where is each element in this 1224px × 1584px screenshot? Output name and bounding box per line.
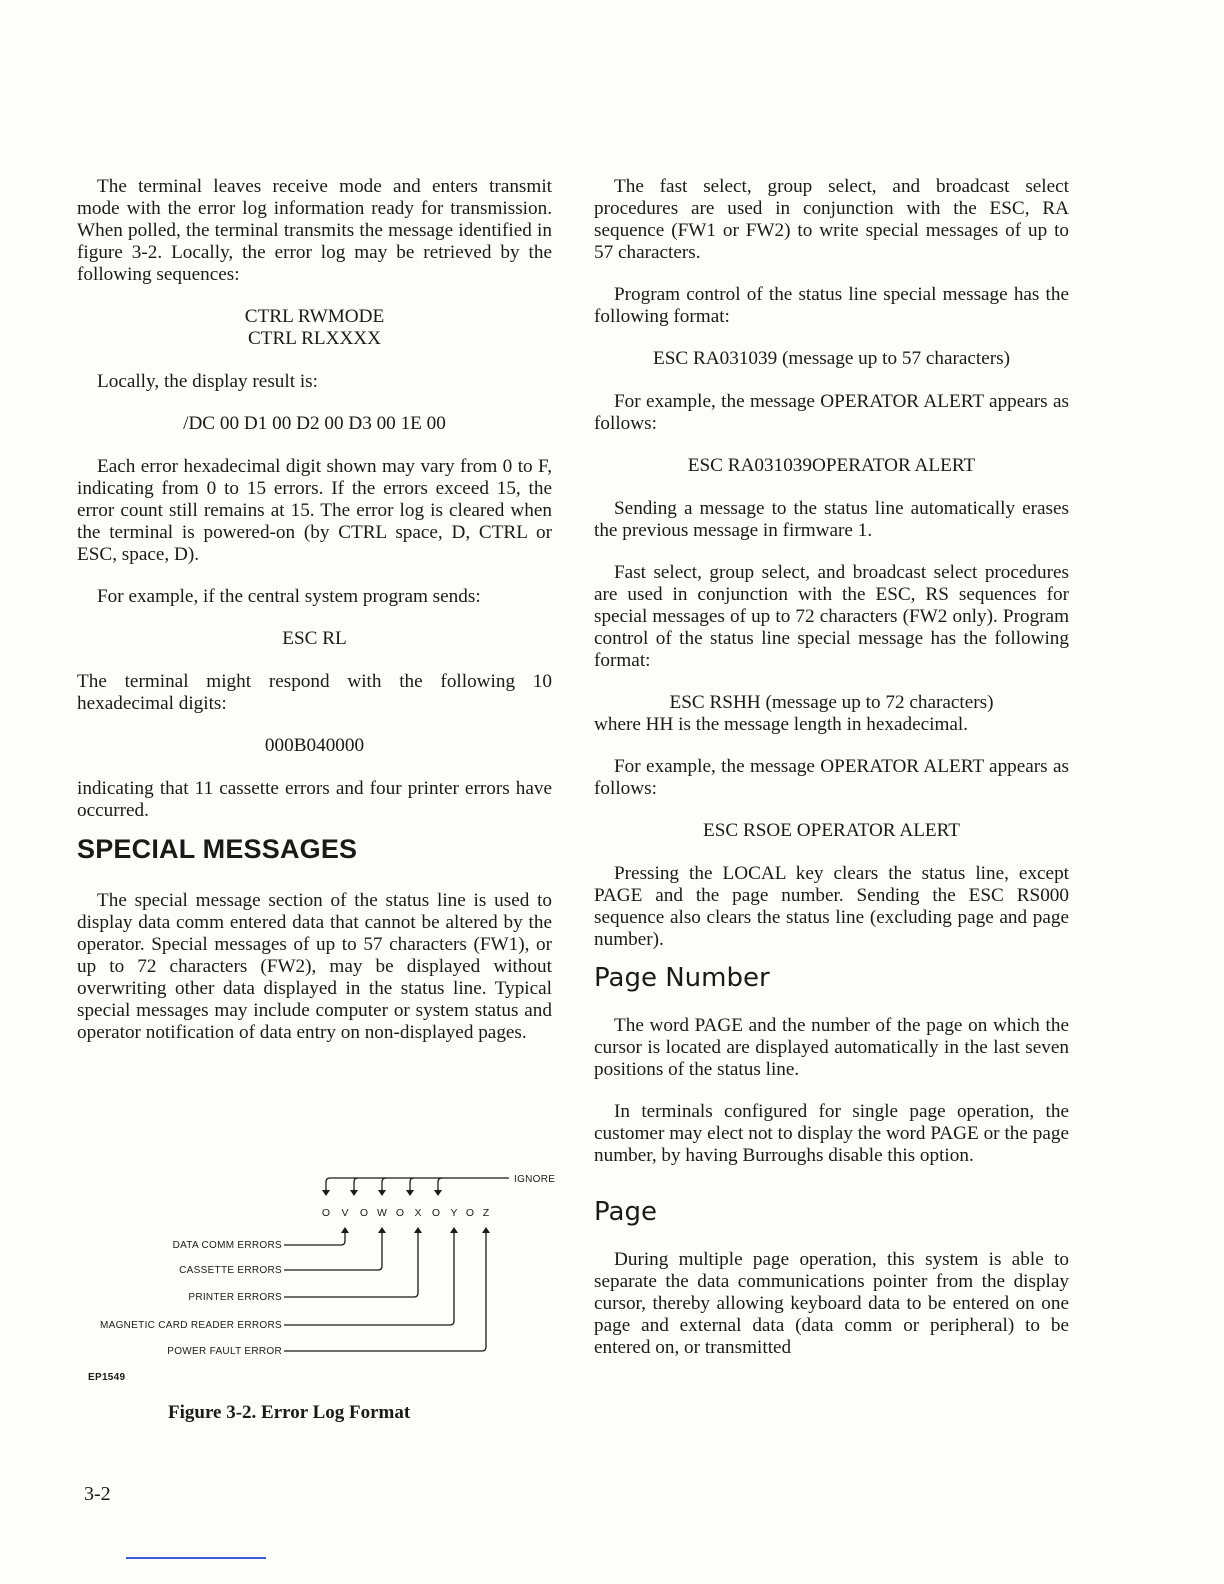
paragraph: The fast select, group select, and broadcast select procedures are used in conjunction with the ESC, RA sequence (FW1 or FW2) to write special messages of up to 57 characters. [594,176,1069,263]
paragraph: Each error hexadecimal digit shown may vary from 0 to F, indicating from 0 to 15 errors. If the errors exceed 15, the error count still remains at 15. The error log is cleared when the terminal is powered-on (by CTRL space, D, CTRL or ESC, space, D). [77,456,552,565]
paragraph: Locally, the display result is: [97,371,318,392]
data-comm-errors-label: DATA COMM ERRORS [172,1240,282,1251]
subsection-heading: Page Number [594,963,770,993]
magnetic-card-reader-errors-label: MAGNETIC CARD READER ERRORS [99,1320,282,1331]
subsection-heading: Page [594,1197,657,1227]
digit-o: O [321,1207,331,1219]
paragraph: indicating that 11 cassette errors and four printer errors have occurred. [77,778,552,821]
paragraph: For example, the message OPERATOR ALERT appears as follows: [594,391,1069,434]
bottom-rule [126,1557,266,1559]
section-heading: SPECIAL MESSAGES [77,834,358,864]
error-log-figure [84,1165,564,1435]
command-line: ESC RA031039 (message up to 57 characters) [652,348,1011,369]
digit-v: V [341,1207,349,1219]
left-column [77,176,552,1064]
digit-y: Y [450,1207,458,1219]
paragraph: Pressing the LOCAL key clears the status line, except PAGE and the page number. Sending the ESC RS000 sequence also clears the status line (excluding page and page number). [594,863,1069,950]
command-line: CTRL RLXXXX [247,328,382,349]
paragraph: The word PAGE and the number of the page on which the cursor is located are displayed automatically in the last seven positions of the status line. [594,1015,1069,1080]
cassette-errors-label: CASSETTE ERRORS [179,1265,282,1276]
paragraph: For example, if the central system program sends: [97,586,481,607]
command-line: CTRL RWMODE [244,306,385,327]
printer-errors-label: PRINTER ERRORS [188,1292,282,1303]
paragraph: During multiple page operation, this system is able to separate the data communications pointer from the display cursor, thereby allowing keyboard data to be entered on one page and external data (data comm or peripheral) to be entered on, or transmitted [594,1249,1069,1358]
command-line: /DC 00 D1 00 D2 00 D3 00 1E 00 [183,413,446,434]
paragraph: Fast select, group select, and broadcast select procedures are used in conjunction with the ESC, RS sequences for special messages of up to 72 characters (FW2 only). Program control of the status line special message has the following format: [594,562,1069,671]
ignore-label: IGNORE [514,1174,556,1185]
digit-o: O [359,1207,369,1219]
command-line: ESC RSHH (message up to 72 characters) [669,692,994,713]
right-column [594,176,1069,1379]
command-line: 000B040000 [264,735,365,756]
paragraph: For example, the message OPERATOR ALERT appears as follows: [594,756,1069,799]
digit-o: O [431,1207,441,1219]
page-number: 3-2 [84,1483,111,1505]
paragraph: Program control of the status line special message has the following format: [594,284,1069,327]
digit-w: W [377,1207,387,1219]
paragraph: The special message section of the status line is used to display data comm entered data that cannot be altered by the operator. Special messages of up to 57 characters (FW1), or up to 72 characters (FW2), may be displayed without overwriting other data displayed in the status line. Typical special messages may include computer or system status and operator notification of data entry on non-displayed pages. [77,890,552,1043]
digit-z: Z [482,1207,490,1219]
command-line: ESC RL [282,628,347,649]
paragraph: The terminal might respond with the following 10 hexadecimal digits: [77,671,552,714]
paragraph: where HH is the message length in hexadecimal. [594,714,969,735]
paragraph: In terminals configured for single page operation, the customer may elect not to display the word PAGE or the page number, by having Burroughs disable this option. [594,1101,1069,1166]
digit-o: O [395,1207,405,1219]
paragraph: The terminal leaves receive mode and enters transmit mode with the error log information ready for transmission. When polled, the terminal transmits the message identified in figure 3-2. Locally, the error log may be retrieved by the following sequences: [77,176,552,285]
digit-o: O [465,1207,475,1219]
error-log-diagram [84,1165,564,1395]
command-block [77,306,552,350]
command-line: ESC RSOE OPERATOR ALERT [702,820,961,841]
digit-x: X [414,1207,422,1219]
figure-caption: Figure 3-2. Error Log Format [168,1402,411,1423]
power-fault-error-label: POWER FAULT ERROR [167,1346,282,1357]
paragraph: Sending a message to the status line automatically erases the previous message in firmware 1. [594,498,1069,541]
figure-code: EP1549 [88,1372,126,1383]
command-line: ESC RA031039OPERATOR ALERT [687,455,976,476]
